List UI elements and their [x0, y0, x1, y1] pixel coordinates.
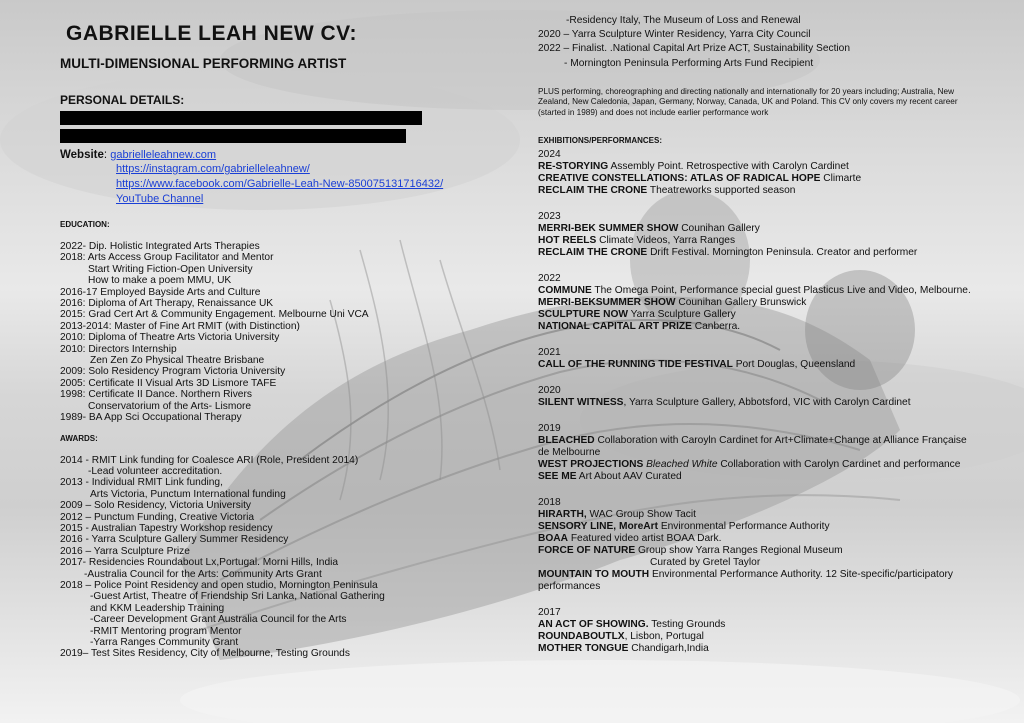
exhibition-details: , Yarra Sculpture Gallery, Abbotsford, VIC with Carolyn Cardinet [623, 397, 911, 409]
exhibition-year: 2023 [538, 211, 561, 223]
list-item: 2016 – Yarra Sculpture Prize [60, 545, 190, 557]
exhibition-details: Climarte [820, 173, 862, 185]
exhibition-title: BLEACHED [538, 435, 595, 447]
exhibition-details: WAC Group Show Tacit [586, 509, 696, 521]
exhibition-entry [538, 545, 978, 557]
exhibition-title: MERRI-BEK SUMMER SHOW [538, 223, 679, 235]
list-item: and KKM Leadership Training [90, 602, 225, 614]
exhibition-title: AN ACT OF SHOWING. [538, 619, 649, 631]
list-item: -Australia Council for the Arts: Community Arts Grant [84, 568, 322, 580]
exhibition-details: Collaboration with Carolyn Cardinet and performance [717, 459, 961, 471]
exhibition-details: Drift Festival. Mornington Peninsula. Creator and performer [647, 247, 918, 259]
list-item: Conservatorium of the Arts- Lismore [88, 400, 252, 412]
list-item: Start Writing Fiction-Open University [88, 263, 253, 275]
list-item: 2016-17 Employed Bayside Arts and Culture [60, 286, 261, 298]
exhibition-work-title: Bleached White [643, 459, 718, 471]
exhibition-year: 2024 [538, 149, 561, 161]
list-item: Zen Zen Zo Physical Theatre Brisbane [90, 355, 265, 367]
youtube-link[interactable]: YouTube Channel [116, 193, 204, 205]
personal-details-heading: PERSONAL DETAILS: [60, 93, 185, 107]
exhibition-entry [538, 533, 978, 545]
list-item: 2022- Dip. Holistic Integrated Arts Therapies [60, 241, 260, 252]
facebook-link[interactable]: https://www.facebook.com/Gabrielle-Leah-New-850075131716432/ [116, 178, 444, 190]
left-column [60, 22, 480, 660]
exhibition-details: Counihan Gallery [678, 223, 760, 235]
exhibition-entry [538, 619, 978, 631]
exhibition-details: Curated by Gretel Taylor [650, 557, 761, 569]
list-item: 2009: Solo Residency Program Victoria University [60, 366, 286, 378]
exhibition-entry [538, 185, 978, 197]
exhibition-year: 2021 [538, 347, 561, 359]
exhibition-year: 2018 [538, 497, 561, 509]
exhibition-title: RE-STORYING [538, 161, 609, 173]
exhibition-entry [538, 247, 978, 259]
exhibition-title: HOT REELS [538, 235, 597, 247]
exhibition-title: COMMUNE [538, 285, 592, 297]
cv-subtitle: MULTI-DIMENSIONAL PERFORMING ARTIST [60, 56, 347, 71]
list-item: 2018: Arts Access Group Facilitator and Mentor [60, 252, 274, 264]
list-item: 2013 - Individual RMIT Link funding, [60, 477, 223, 489]
exhibition-details: Art About AAV Curated [576, 471, 682, 483]
awards-list [60, 455, 480, 660]
instagram-link[interactable]: https://instagram.com/gabrielleleahnew/ [116, 163, 310, 175]
list-item: 1989- BA App Sci Occupational Therapy [60, 412, 242, 424]
list-item: 2015: Grad Cert Art & Community Engagement. Melbourne Uni VCA [60, 309, 369, 321]
list-item: 2014 - RMIT Link funding for Coalesce ARI (Role, President 2014) [60, 454, 359, 466]
list-item: 2013-2014: Master of Fine Art RMIT (with Distinction) [60, 320, 300, 332]
exhibition-details: Testing Grounds [648, 619, 726, 631]
exhibition-year: 2022 [538, 273, 561, 285]
list-item: 2022 – Finalist. .National Capital Art Prize ACT, Sustainability Section [538, 43, 851, 55]
exhibition-year: 2019 [538, 423, 561, 435]
plus-paragraph: PLUS performing, choreographing and directing nationally and internationally for 20 years including; Australia, New Zealand, New Caledonia, Japan, Germany, Norway, Canada, UK and Poland. This CV only covers my recent career (started in 1989) and does not include earlier performance work [538, 86, 958, 117]
list-item: 1998: Certificate II Dance. Northern Rivers [60, 389, 252, 401]
exhibition-entry [538, 521, 978, 533]
awards-heading: AWARDS: [60, 433, 98, 443]
exhibition-title: MOTHER TONGUE [538, 643, 629, 655]
exhibition-details: , Lisbon, Portugal [624, 631, 704, 643]
redacted-block [60, 129, 406, 143]
list-item: 2010: Diploma of Theatre Arts Victoria University [60, 332, 280, 344]
exhibition-title: RECLAIM THE CRONE [538, 247, 648, 259]
exhibition-entry [538, 285, 978, 297]
list-item: -RMIT Mentoring program Mentor [90, 625, 242, 637]
exhibition-title: MOUNTAIN TO MOUTH [538, 569, 650, 581]
exhibition-details: Assembly Point. Retrospective with Carolyn Cardinet [608, 161, 849, 173]
exhibition-title: CREATIVE CONSTELLATIONS: ATLAS OF RADICAL HOPE [538, 173, 821, 185]
exhibitions-heading: EXHIBITIONS/PERFORMANCES: [538, 136, 663, 146]
exhibition-entry [538, 321, 978, 333]
exhibition-details: The Omega Point, Performance special guest Plasticus Live and Video, Melbourne. [591, 285, 971, 297]
exhibition-entry [538, 509, 978, 521]
exhibition-entry [538, 297, 978, 309]
exhibition-entry [538, 309, 978, 321]
exhibition-entry [538, 359, 978, 371]
cv-title: GABRIELLE LEAH NEW CV: [66, 22, 358, 45]
exhibition-entry [538, 223, 978, 235]
exhibition-details: Port Douglas, Queensland [732, 359, 856, 371]
exhibition-entry [538, 631, 978, 643]
list-item: 2010: Directors Internship [60, 343, 177, 355]
exhibition-entry [538, 569, 978, 593]
list-item: How to make a poem MMU, UK [88, 275, 232, 287]
exhibition-details: Yarra Sculpture Gallery [628, 309, 736, 321]
list-item: 2012 – Punctum Funding, Creative Victoria [60, 511, 255, 523]
list-item: 2019– Test Sites Residency, City of Melbourne, Testing Grounds [60, 648, 350, 660]
list-item: -Lead volunteer accreditation. [88, 465, 223, 477]
exhibition-entry [538, 161, 978, 173]
exhibition-entry [538, 435, 978, 459]
exhibition-title: MERRI-BEKSUMMER SHOW [538, 297, 676, 309]
exhibition-title: SILENT WITNESS [538, 397, 624, 409]
exhibition-details: Environmental Performance Authority [658, 521, 830, 533]
exhibition-details: Theatreworks supported season [647, 185, 796, 197]
education-heading: EDUCATION: [60, 220, 110, 229]
exhibition-title: RECLAIM THE CRONE [538, 185, 648, 197]
list-item: -Career Development Grant Australia Council for the Arts [90, 614, 347, 626]
exhibition-entry [538, 471, 978, 483]
exhibition-details: Featured video artist BOAA Dark. [568, 533, 722, 545]
exhibition-title: SCULPTURE NOW [538, 309, 628, 321]
redacted-block [60, 111, 422, 125]
exhibition-title: ROUNDABOUTLX [538, 631, 625, 643]
awards-continued [538, 14, 978, 71]
list-item: 2009 – Solo Residency, Victoria University [60, 500, 252, 512]
exhibition-details: Climate Videos, Yarra Ranges [596, 235, 736, 247]
exhibition-year: 2020 [538, 385, 561, 397]
exhibition-title: CALL OF THE RUNNING TIDE FESTIVAL [538, 359, 733, 371]
exhibition-title: SEE ME [538, 471, 577, 483]
exhibition-details: Collaboration with Caroyln Cardinet for Art+Climate+Change at Alliance Française de Melbourne [538, 435, 967, 459]
exhibition-details: Canberra. [691, 321, 741, 333]
list-item: 2020 – Yarra Sculpture Winter Residency, Yarra City Council [538, 29, 811, 41]
list-item: Arts Victoria, Punctum International funding [90, 488, 286, 500]
exhibition-title: WEST PROJECTIONS [538, 459, 644, 471]
list-item: 2015 - Australian Tapestry Workshop residency [60, 522, 273, 534]
list-item: -Yarra Ranges Community Grant [90, 637, 239, 648]
exhibition-title: SENSORY LINE, MoreArt [538, 521, 659, 533]
list-item: -Guest Artist, Theatre of Friendship Sri Lanka, National Gathering [90, 591, 385, 603]
exhibition-entry [538, 459, 978, 471]
exhibition-entry [538, 235, 978, 247]
exhibition-title: HIRARTH, [538, 509, 587, 521]
social-links [60, 161, 480, 206]
list-item: - Mornington Peninsula Performing Arts Fund Recipient [564, 57, 814, 69]
list-item: 2005: Certificate II Visual Arts 3D Lismore TAFE [60, 377, 277, 389]
exhibition-details: Counihan Gallery Brunswick [675, 297, 807, 309]
exhibition-entry [538, 557, 978, 569]
website-link[interactable]: gabrielleleahnew.com [110, 149, 217, 161]
exhibition-year: 2017 [538, 607, 561, 619]
exhibition-details: Environmental Performance Authority. 12 Site-specific/participatory performances [538, 569, 953, 593]
website-label: Website [60, 149, 104, 161]
list-item: -Residency Italy, The Museum of Loss and Renewal [566, 15, 801, 26]
exhibition-entry [538, 173, 978, 185]
exhibitions-list [538, 149, 978, 655]
exhibition-entry [538, 643, 978, 655]
exhibition-details: Group show Yarra Ranges Regional Museum [635, 545, 843, 557]
exhibition-entry [538, 397, 978, 409]
exhibition-title: BOAA [538, 533, 568, 545]
list-item: 2018 – Police Point Residency and open studio, Mornington Peninsula [60, 579, 378, 591]
list-item: 2016: Diploma of Art Therapy, Renaissance UK [60, 298, 274, 310]
right-column [538, 14, 978, 655]
list-item: 2016 - Yarra Sculpture Gallery Summer Residency [60, 534, 289, 546]
list-item: 2017- Residencies Roundabout Lx,Portugal. Morni Hills, India [60, 557, 339, 569]
exhibition-title: FORCE OF NATURE [538, 545, 636, 557]
education-list [60, 241, 480, 424]
exhibition-title: NATIONAL CAPITAL ART PRIZE [538, 321, 692, 333]
exhibition-details: Chandigarh,India [628, 643, 709, 655]
website-row: Website: gabrielleleahnew.com [60, 149, 217, 161]
